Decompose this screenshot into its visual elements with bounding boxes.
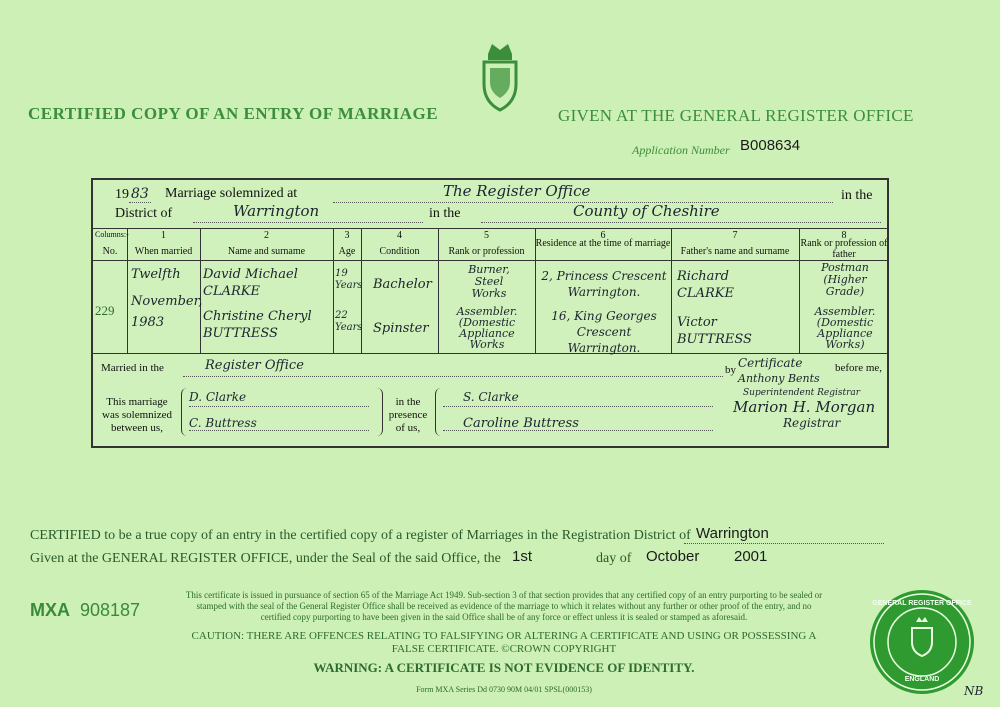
when-married: Twelfth November, 1983 (131, 267, 203, 330)
solemnized-between-label: This marriage was solemnized between us, (102, 396, 172, 434)
certificate-text: Certificate (738, 356, 803, 370)
bride-name: Christine Cheryl BUTTRESS (203, 309, 312, 341)
married-in-label: Married in the (101, 362, 164, 374)
certification-district: Warrington (696, 525, 769, 542)
witness-2-signature: Caroline Buttress (463, 416, 579, 431)
header-condition: Condition (379, 246, 420, 257)
bride-age: 22 Years (335, 310, 363, 333)
solemnized-label: Marriage solemnized at (165, 186, 298, 201)
groom-profession: Burner, Steel Works (468, 263, 510, 300)
bride-father-profession: Assembler. (Domestic Appliance Works) (814, 305, 876, 351)
marriage-entry-table: 19 83 Marriage solemnized at The Register Office in the District of Warrington in the County of Cheshire Columns:- 1 2 3 4 5 6 7 8 No. When married Name and surname Age Condition Rank or profession Residence at the time of marriage Father's name and surname Rank or profession of father 229 Twelfth November, 1983 David Michael CLARKE Christine Cheryl BUTTRESS 19 Years 22 Years Bachelor Spinster Burner, Steel Works Assembler. (Domestic Appliance Works 2, Princess Crescent Warrington. 16, King Georges Crescent Warrington. Richard CLARKE Victor BUTTRESS Postman (Higher Grade) Assembler. (Domestic Appliance Works) Married in the Register Office by Certificate before me, Anthony Bents Superintendent Registrar Marion H. Morgan Registrar This marriage was solemnized between us, D. Clarke C. Buttress in the presence of us, S. Clarke Caroline Buttress (91, 178, 889, 448)
seal-top-text: GENERAL REGISTER OFFICE (872, 600, 972, 607)
form-code: Form MXA Series Dd 0730 90M 04/01 SPSL(000153) (416, 685, 592, 694)
document-title: CERTIFIED COPY OF AN ENTRY OF MARRIAGE (28, 104, 439, 123)
header-no: No. (102, 246, 118, 257)
in-the-label: in the (841, 188, 873, 203)
header-name: Name and surname (227, 246, 306, 257)
header-father-profession: Rank or profession of father (800, 238, 888, 260)
royal-crest-icon (470, 40, 530, 118)
registrar-2-title: Registrar (783, 416, 841, 430)
registrar-1-title: Superintendent Registrar (743, 388, 861, 398)
married-in-value: Register Office (205, 358, 304, 373)
bride-condition: Spinster (373, 321, 429, 336)
serial-number: 908187 (80, 600, 141, 620)
bride-residence: 16, King Georges Crescent Warrington. (551, 309, 657, 355)
caution-text: CAUTION: THERE ARE OFFENCES RELATING TO FALSIFYING OR ALTERING A CERTIFICATE AND USING OR POSSESSING A FALSE CERTIFICATE. ©CROWN COPYRIGHT (191, 630, 817, 655)
general-register-office-seal (870, 590, 974, 694)
groom-father-profession: Postman (Higher Grade) (821, 261, 869, 298)
groom-age: 19 Years (335, 268, 363, 291)
registrar-1: Anthony Bents (738, 372, 820, 385)
certification-line-1: CERTIFIED to be a true copy of an entry in the certified copy of a register of Marriages in the Registration District of (30, 528, 691, 543)
before-me-label: before me, (835, 362, 883, 374)
party-1-signature: D. Clarke (189, 390, 247, 404)
bride-profession: Assembler. (Domestic Appliance Works (456, 305, 518, 351)
certification-year: 2001 (734, 548, 768, 565)
party-2-signature: C. Buttress (189, 416, 257, 430)
in-the-label-2: in the (429, 206, 461, 221)
presence-label: in the presence of us, (388, 396, 428, 434)
issuing-office: GIVEN AT THE GENERAL REGISTER OFFICE (558, 106, 914, 125)
witness-1-signature: S. Clarke (463, 390, 519, 404)
header-father: Father's name and surname (680, 246, 790, 257)
warning-text: WARNING: A CERTIFICATE IS NOT EVIDENCE OF IDENTITY. (313, 660, 695, 675)
statute-text: This certificate is issued in pursuance of section 65 of the Marriage Act 1949. Sub-section 3 of that section provides that any certified copy of an entry purporting to be sealed or stamped with the seal of the General Register Office shall be received as evidence of the marriage to which it relates without any further or other proof of the entry, and no certified copy purporting to have been given in the said Office shall be of any force or effect unless it is sealed or stamped as aforesaid. (185, 590, 823, 622)
entry-number: 229 (95, 303, 115, 318)
by-label: by (725, 364, 736, 376)
initials: NB (964, 684, 984, 698)
seal-bottom-text: ENGLAND (904, 676, 940, 683)
header-age: Age (338, 246, 356, 257)
groom-father: Richard CLARKE (677, 269, 734, 301)
solemnized-place: The Register Office (443, 182, 591, 200)
district-label: District of (115, 206, 173, 221)
certification-month: October (646, 548, 700, 565)
certification-line-2: Given at the GENERAL REGISTER OFFICE, under the Seal of the said Office, the (30, 551, 501, 566)
serial-prefix: MXA (30, 600, 70, 620)
groom-name: David Michael CLARKE (203, 267, 298, 299)
columns-label: Columns:- (95, 230, 129, 239)
groom-condition: Bachelor (373, 277, 432, 292)
certification-day: 1st (512, 548, 533, 565)
header-when-married: When married (134, 246, 193, 257)
application-number-label: Application Number (632, 143, 730, 157)
county-value: County of Cheshire (573, 202, 720, 220)
registrar-2: Marion H. Morgan (733, 398, 876, 416)
header-residence: Residence at the time of marriage (535, 238, 671, 249)
groom-residence: 2, Princess Crescent Warrington. (541, 269, 667, 299)
day-of-label: day of (596, 551, 632, 566)
year-label: 19 83 (115, 186, 149, 202)
header-profession: Rank or profession (448, 246, 525, 257)
bride-father: Victor BUTTRESS (677, 315, 752, 347)
district-value: Warrington (233, 202, 320, 220)
application-number: B008634 (740, 137, 801, 154)
